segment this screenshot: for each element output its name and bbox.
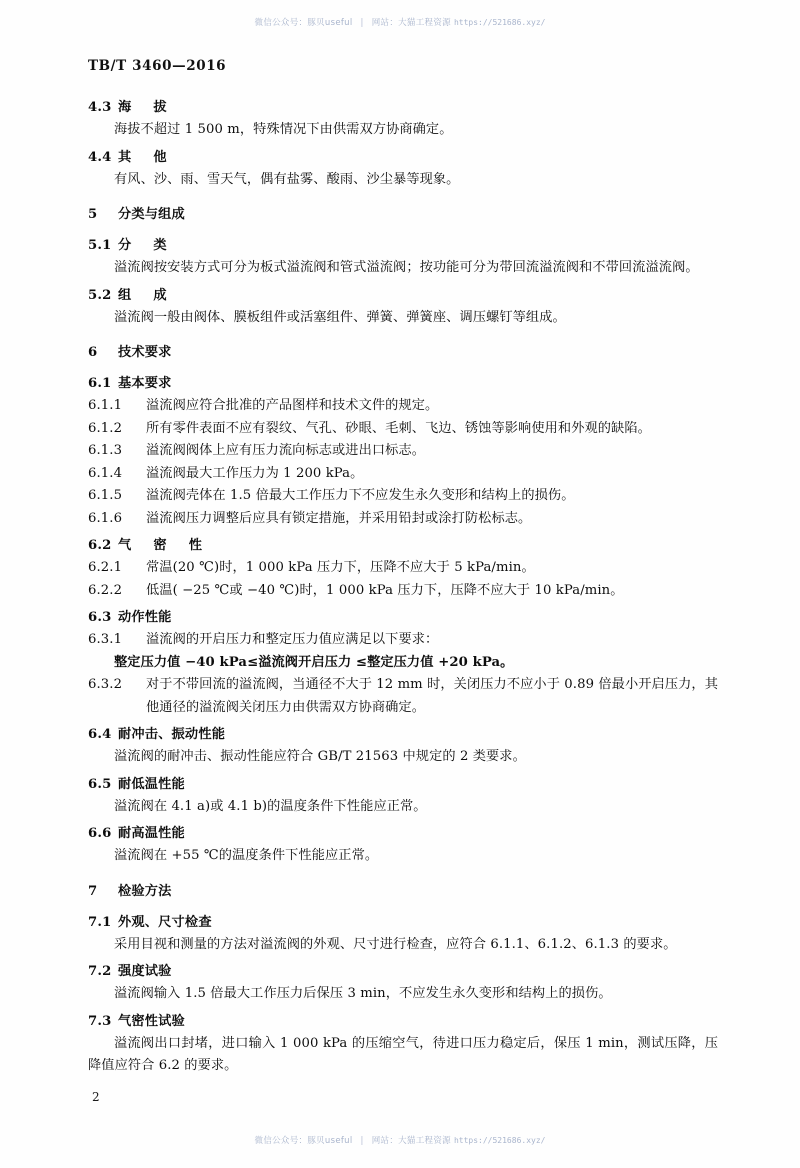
clause-title: 强度试验 (118, 964, 172, 979)
clause-number: 7.2 (88, 964, 112, 979)
paragraph-7-2: 溢流阀输入 1.5 倍最大工作压力后保压 3 min，不应发生永久变形和结构上的损伤。 (114, 986, 612, 1001)
clause-title-char-2: 成 (153, 287, 167, 303)
item-number: 6.1.2 (88, 420, 123, 436)
paragraph-4-4: 有风、沙、雨、雪天气，偶有盐雾、酸雨、沙尘暴等现象。 (114, 171, 460, 187)
clause-number: 7.1 (88, 914, 112, 930)
paragraph-6-4: 溢流阀的耐冲击、振动性能应符合 GB/T 21563 中规定的 2 类要求。 (114, 749, 526, 764)
clause-title-char-2: 拔 (153, 100, 167, 115)
item-text: 所有零件表面不应有裂纹、气孔、砂眼、毛刺、飞边、锈蚀等影响使用和外观的缺陷。 (146, 420, 651, 436)
clause-item-6-1-1 (88, 395, 718, 418)
clause-item-6-3-2 (88, 674, 718, 719)
clause-number: 6 (88, 345, 98, 360)
item-number: 6.1.5 (88, 488, 123, 503)
clause-number: 5.2 (88, 287, 112, 303)
formula-6-3-1: 整定压力值 −40 kPa≤溢流阀开启压力 ≤整定压力值 +20 kPa。 (114, 654, 514, 670)
clause-item-6-2-1 (88, 557, 718, 580)
clause-heading-5-2 (88, 285, 718, 307)
clause-heading-4-3 (88, 97, 718, 119)
paragraph-5-2: 溢流阀一般由阀体、膜板组件或活塞组件、弹簧、弹簧座、调压螺钉等组成。 (114, 309, 566, 325)
clause-title-char-2: 他 (153, 149, 167, 165)
item-text: 溢流阀的开启压力和整定压力值应满足以下要求： (146, 632, 439, 647)
document-number: TB/T 3460—2016 (88, 58, 227, 74)
clause-title-char-1: 气 (118, 538, 132, 553)
watermark-site: 网站：大猫工程资源 (371, 1136, 451, 1146)
clause-heading-6-2 (88, 535, 718, 557)
item-number: 6.2.1 (88, 560, 123, 575)
watermark-separator: | (360, 1136, 364, 1146)
item-number: 6.1.3 (88, 443, 123, 458)
item-text: 常温(20 ℃)时，1 000 kPa 压力下，压降不应大于 5 kPa/min。 (146, 560, 535, 575)
clause-title-char-3: 性 (188, 538, 203, 553)
clause-title-char-1: 分 (118, 238, 132, 253)
clause-number: 5.1 (88, 238, 112, 253)
watermark-bottom (0, 1134, 800, 1146)
clause-heading-6-3 (88, 607, 718, 629)
clause-heading-6-6 (88, 823, 718, 845)
item-text: 溢流阀最大工作压力为 1 200 kPa。 (146, 465, 364, 481)
clause-item-6-1-4 (88, 463, 718, 486)
watermark-account: 微信公众号：豚贝useful (254, 1136, 353, 1146)
clause-title: 技术要求 (118, 345, 172, 360)
page-number: 2 (92, 1090, 100, 1104)
clause-number: 6.3 (88, 610, 112, 625)
item-number: 6.1.4 (88, 465, 123, 481)
watermark-site: 网站：大猫工程资源 (371, 18, 451, 28)
clause-title: 检验方法 (118, 883, 172, 899)
watermark-url: https://521686.xyz/ (453, 18, 546, 27)
paragraph-7-3: 溢流阀出口封堵，进口输入 1 000 kPa 的压缩空气，待进口压力稳定后，保压 1 min，测试压降，压降值应符合 6.2 的要求。 (88, 1035, 718, 1073)
clause-title: 耐低温性能 (118, 776, 185, 792)
clause-title: 耐冲击、振动性能 (118, 727, 226, 742)
clause-number: 4.3 (88, 100, 112, 115)
item-number: 6.2.2 (88, 582, 123, 598)
clause-heading-7-2 (88, 961, 718, 983)
item-number: 6.1.1 (88, 398, 123, 413)
clause-item-6-1-5 (88, 485, 718, 508)
clause-heading-4-4 (88, 147, 718, 169)
paragraph-7-1: 采用目视和测量的方法对溢流阀的外观、尺寸进行检查，应符合 6.1.1、6.1.2、6.1.3 的要求。 (114, 936, 677, 952)
watermark-url: https://521686.xyz/ (453, 1136, 546, 1145)
clause-number: 4.4 (88, 149, 112, 165)
clause-item-6-3-1 (88, 629, 718, 652)
clause-number: 6.4 (88, 727, 112, 742)
item-number: 6.3.1 (88, 632, 123, 647)
paragraph-6-6: 溢流阀在 +55 ℃的温度条件下性能应正常。 (114, 848, 379, 863)
clause-item-6-1-6 (88, 508, 718, 531)
watermark-separator: | (360, 18, 364, 28)
watermark-account: 微信公众号：豚贝useful (254, 18, 353, 28)
clause-number: 6.6 (88, 826, 112, 841)
paragraph-5-1: 溢流阀按安装方式可分为板式溢流阀和管式溢流阀；按功能可分为带回流溢流阀和不带回流溢流阀。 (114, 260, 699, 275)
clause-item-6-1-3 (88, 440, 718, 463)
clause-title-char-2: 类 (153, 238, 167, 253)
clause-item-6-2-2 (88, 580, 718, 603)
clause-number: 7.3 (88, 1013, 112, 1029)
clause-title-char-1: 组 (118, 287, 132, 303)
item-text: 溢流阀应符合批准的产品图样和技术文件的规定。 (146, 398, 439, 413)
clause-heading-7-3 (88, 1011, 718, 1033)
clause-title: 耐高温性能 (118, 826, 185, 841)
clause-title: 分类与组成 (118, 207, 185, 222)
item-text: 溢流阀壳体在 1.5 倍最大工作压力下不应发生永久变形和结构上的损伤。 (146, 488, 575, 503)
clause-title: 气密性试验 (118, 1013, 185, 1029)
clause-number: 6.5 (88, 776, 112, 792)
clause-heading-5 (88, 204, 718, 226)
clause-title: 基本要求 (118, 376, 172, 391)
item-text: 溢流阀阀体上应有压力流向标志或进出口标志。 (146, 443, 426, 458)
clause-number: 6.2 (88, 538, 112, 553)
document-body (88, 92, 718, 1078)
clause-heading-6-5 (88, 774, 718, 796)
watermark-top (0, 16, 800, 28)
clause-number: 6.1 (88, 376, 112, 391)
clause-title-char-1: 其 (118, 149, 132, 165)
clause-title-char-1: 海 (118, 100, 132, 115)
clause-number: 7 (88, 883, 98, 899)
paragraph-4-3: 海拔不超过 1 500 m，特殊情况下由供需双方协商确定。 (114, 122, 453, 137)
clause-title: 外观、尺寸检查 (118, 914, 212, 930)
item-text: 对于不带回流的溢流阀，当通径不大于 12 mm 时，关闭压力不应小于 0.89 倍最小开启压力，其他通径的溢流阀关闭压力由供需双方协商确定。 (146, 677, 718, 715)
item-number: 6.3.2 (88, 677, 123, 692)
clause-heading-7-1 (88, 912, 718, 934)
item-text: 低温( −25 ℃或 −40 ℃)时，1 000 kPa 压力下，压降不应大于 10 kPa/min。 (146, 582, 624, 598)
item-text: 溢流阀压力调整后应具有锁定措施，并采用铅封或涂打防松标志。 (146, 510, 532, 526)
clause-title: 动作性能 (118, 610, 172, 625)
clause-number: 5 (88, 207, 98, 222)
clause-heading-6-4 (88, 724, 718, 746)
item-number: 6.1.6 (88, 510, 123, 526)
clause-heading-7 (88, 881, 718, 903)
clause-item-6-1-2 (88, 418, 718, 441)
paragraph-6-5: 溢流阀在 4.1 a)或 4.1 b)的温度条件下性能应正常。 (114, 798, 427, 814)
clause-heading-6-1 (88, 373, 718, 395)
clause-heading-6 (88, 342, 718, 364)
clause-title-char-2: 密 (153, 538, 167, 553)
clause-heading-5-1 (88, 235, 718, 257)
